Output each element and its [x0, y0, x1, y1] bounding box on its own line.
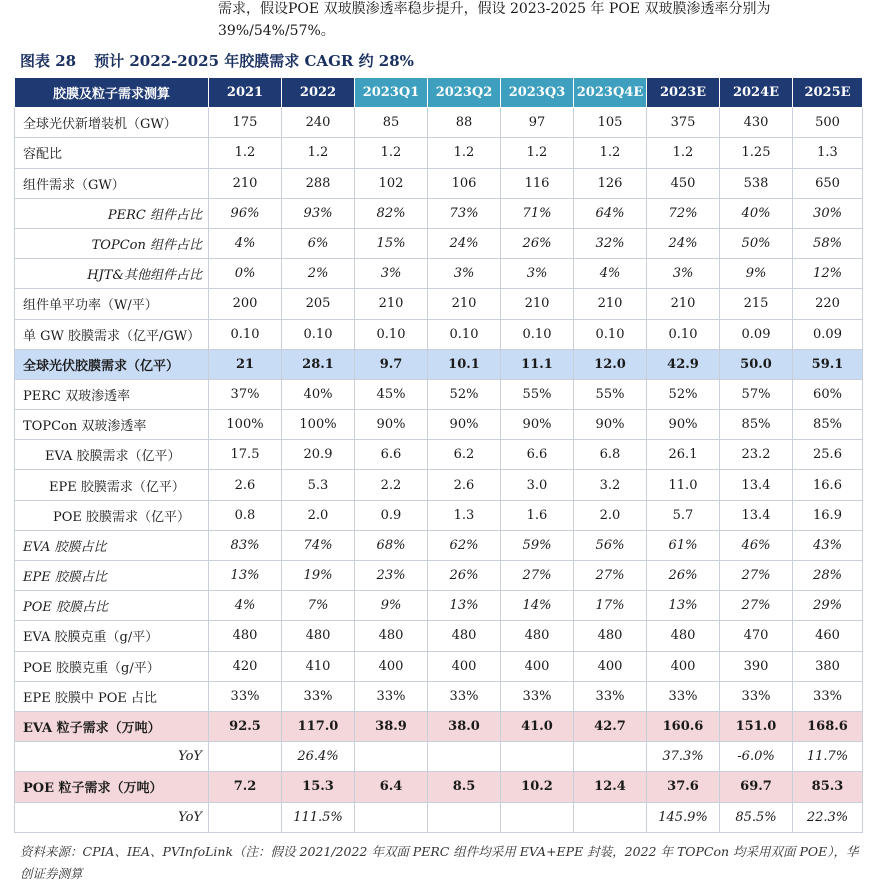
table-row — [15, 681, 863, 711]
value-cell: 215 — [720, 289, 793, 319]
value-cell: 105 — [574, 108, 647, 138]
value-cell: 52% — [428, 379, 501, 409]
row-label: TOPCon 双玻渗透率 — [15, 410, 209, 440]
value-cell: 650 — [793, 168, 863, 198]
value-cell: 500 — [793, 108, 863, 138]
value-cell: 0.10 — [574, 319, 647, 349]
value-cell: 17% — [574, 591, 647, 621]
value-cell: 14% — [501, 591, 574, 621]
value-cell: 83% — [209, 530, 282, 560]
value-cell: 9.7 — [355, 349, 428, 379]
intro-paragraph — [218, 0, 863, 42]
value-cell: 220 — [793, 289, 863, 319]
value-cell: 88 — [428, 108, 501, 138]
value-cell: 82% — [355, 198, 428, 228]
value-cell: 3% — [355, 259, 428, 289]
value-cell: 40% — [720, 198, 793, 228]
value-cell: 8.5 — [428, 772, 501, 802]
value-cell — [501, 742, 574, 772]
value-cell: 33% — [720, 681, 793, 711]
table-row — [15, 259, 863, 289]
row-label: POE 胶膜需求（亿平） — [15, 500, 209, 530]
value-cell: 97 — [501, 108, 574, 138]
table-row — [15, 198, 863, 228]
value-cell: 27% — [720, 591, 793, 621]
value-cell — [209, 742, 282, 772]
value-cell: 2.6 — [428, 470, 501, 500]
table-row — [15, 621, 863, 651]
value-cell: 13% — [209, 561, 282, 591]
table-row — [15, 138, 863, 168]
value-cell: 106 — [428, 168, 501, 198]
value-cell: 2.0 — [574, 500, 647, 530]
value-cell: 46% — [720, 530, 793, 560]
value-cell: 26% — [428, 561, 501, 591]
header-cell: 2023Q3 — [501, 78, 574, 108]
row-label: EVA 胶膜需求（亿平） — [15, 440, 209, 470]
header-cell: 2022 — [282, 78, 355, 108]
value-cell: 4% — [209, 591, 282, 621]
row-label: 组件单平功率（W/平） — [15, 289, 209, 319]
value-cell: 6% — [282, 228, 355, 258]
value-cell: 27% — [720, 561, 793, 591]
value-cell: 40% — [282, 379, 355, 409]
value-cell: 480 — [647, 621, 720, 651]
value-cell: 60% — [793, 379, 863, 409]
value-cell: 33% — [501, 681, 574, 711]
film-demand-table — [14, 77, 863, 833]
value-cell: 0.10 — [209, 319, 282, 349]
value-cell: 6.2 — [428, 440, 501, 470]
value-cell: 59% — [501, 530, 574, 560]
value-cell: 71% — [501, 198, 574, 228]
value-cell: 380 — [793, 651, 863, 681]
value-cell: 16.6 — [793, 470, 863, 500]
value-cell: 400 — [647, 651, 720, 681]
value-cell: 210 — [647, 289, 720, 319]
value-cell: 1.25 — [720, 138, 793, 168]
value-cell: 2.6 — [209, 470, 282, 500]
table-row — [15, 410, 863, 440]
value-cell: 1.2 — [355, 138, 428, 168]
value-cell: 0.10 — [282, 319, 355, 349]
value-cell: 210 — [355, 289, 428, 319]
value-cell: 102 — [355, 168, 428, 198]
value-cell — [501, 802, 574, 832]
value-cell: 27% — [574, 561, 647, 591]
value-cell: 90% — [428, 410, 501, 440]
table-row — [15, 379, 863, 409]
table-row — [15, 228, 863, 258]
header-cell: 2023E — [647, 78, 720, 108]
value-cell: 11.0 — [647, 470, 720, 500]
value-cell: 538 — [720, 168, 793, 198]
row-label: 容配比 — [15, 138, 209, 168]
value-cell: 37.3% — [647, 742, 720, 772]
value-cell: 420 — [209, 651, 282, 681]
value-cell: 111.5% — [282, 802, 355, 832]
row-label: EPE 胶膜中 POE 占比 — [15, 681, 209, 711]
value-cell: 11.1 — [501, 349, 574, 379]
value-cell: 0.9 — [355, 500, 428, 530]
value-cell: 19% — [282, 561, 355, 591]
value-cell: 61% — [647, 530, 720, 560]
value-cell: 1.2 — [282, 138, 355, 168]
value-cell: 1.2 — [209, 138, 282, 168]
row-label: 全球光伏新增装机（GW） — [15, 108, 209, 138]
value-cell: 64% — [574, 198, 647, 228]
value-cell: 7% — [282, 591, 355, 621]
value-cell: 6.6 — [355, 440, 428, 470]
table-row — [15, 440, 863, 470]
value-cell: 12.0 — [574, 349, 647, 379]
value-cell: 69.7 — [720, 772, 793, 802]
value-cell: 6.6 — [501, 440, 574, 470]
value-cell: 1.2 — [647, 138, 720, 168]
value-cell: 3.2 — [574, 470, 647, 500]
value-cell: 430 — [720, 108, 793, 138]
row-label: 组件需求（GW） — [15, 168, 209, 198]
value-cell: 390 — [720, 651, 793, 681]
row-label: POE 粒子需求（万吨） — [15, 772, 209, 802]
header-cell: 2023Q4E — [574, 78, 647, 108]
value-cell: 90% — [647, 410, 720, 440]
value-cell: 3% — [501, 259, 574, 289]
value-cell: 55% — [574, 379, 647, 409]
value-cell: 0% — [209, 259, 282, 289]
value-cell: 0.10 — [501, 319, 574, 349]
value-cell: 90% — [501, 410, 574, 440]
value-cell: 15% — [355, 228, 428, 258]
value-cell: 210 — [209, 168, 282, 198]
header-cell: 2021 — [209, 78, 282, 108]
row-label: 全球光伏胶膜需求（亿平） — [15, 349, 209, 379]
value-cell: 9% — [720, 259, 793, 289]
value-cell: 20.9 — [282, 440, 355, 470]
value-cell: 13.4 — [720, 470, 793, 500]
value-cell: 28.1 — [282, 349, 355, 379]
row-label: POE 胶膜占比 — [15, 591, 209, 621]
value-cell: 72% — [647, 198, 720, 228]
table-row — [15, 530, 863, 560]
value-cell: 6.4 — [355, 772, 428, 802]
value-cell: 117.0 — [282, 711, 355, 741]
row-label: POE 胶膜克重（g/平） — [15, 651, 209, 681]
value-cell: 27% — [501, 561, 574, 591]
value-cell: 5.7 — [647, 500, 720, 530]
figure-title: 预计 2022-2025 年胶膜需求 CAGR 约 28% — [94, 52, 414, 70]
value-cell: 90% — [355, 410, 428, 440]
header-cell: 2025E — [793, 78, 863, 108]
figure-caption — [20, 50, 414, 71]
value-cell: 33% — [574, 681, 647, 711]
value-cell — [428, 742, 501, 772]
value-cell — [355, 742, 428, 772]
value-cell: 11.7% — [793, 742, 863, 772]
value-cell: 12% — [793, 259, 863, 289]
value-cell: 56% — [574, 530, 647, 560]
value-cell: 50% — [720, 228, 793, 258]
value-cell: 37% — [209, 379, 282, 409]
row-label: PERC 组件占比 — [15, 198, 209, 228]
value-cell: 0.09 — [720, 319, 793, 349]
value-cell: 100% — [209, 410, 282, 440]
value-cell: 1.2 — [501, 138, 574, 168]
table-row — [15, 802, 863, 832]
value-cell: 38.0 — [428, 711, 501, 741]
table-row — [15, 651, 863, 681]
value-cell: 13% — [647, 591, 720, 621]
value-cell: 175 — [209, 108, 282, 138]
value-cell: 13% — [428, 591, 501, 621]
value-cell: 57% — [720, 379, 793, 409]
intro-line-1: 需求，假设POE 双玻膜渗透率稳步提升，假设 2023-2025 年 POE 双玻膜渗透率分别为 — [218, 1, 771, 17]
value-cell: 29% — [793, 591, 863, 621]
value-cell: 2.2 — [355, 470, 428, 500]
value-cell: 24% — [647, 228, 720, 258]
value-cell: 7.2 — [209, 772, 282, 802]
value-cell: 0.10 — [428, 319, 501, 349]
value-cell: 59.1 — [793, 349, 863, 379]
value-cell: -6.0% — [720, 742, 793, 772]
value-cell: 480 — [209, 621, 282, 651]
value-cell: 45% — [355, 379, 428, 409]
row-label: EPE 胶膜需求（亿平） — [15, 470, 209, 500]
value-cell: 42.7 — [574, 711, 647, 741]
value-cell: 1.2 — [428, 138, 501, 168]
value-cell: 33% — [793, 681, 863, 711]
row-label: EVA 粒子需求（万吨） — [15, 711, 209, 741]
value-cell: 210 — [428, 289, 501, 319]
row-label: EPE 胶膜占比 — [15, 561, 209, 591]
value-cell: 55% — [501, 379, 574, 409]
value-cell: 85.3 — [793, 772, 863, 802]
value-cell: 400 — [428, 651, 501, 681]
value-cell: 23% — [355, 561, 428, 591]
value-cell: 38.9 — [355, 711, 428, 741]
figure-number: 图表 28 — [20, 52, 77, 70]
value-cell: 480 — [355, 621, 428, 651]
value-cell: 26% — [501, 228, 574, 258]
value-cell: 0.09 — [793, 319, 863, 349]
value-cell: 460 — [793, 621, 863, 651]
value-cell: 1.6 — [501, 500, 574, 530]
value-cell: 28% — [793, 561, 863, 591]
row-label: YoY — [15, 742, 209, 772]
value-cell: 33% — [647, 681, 720, 711]
value-cell: 41.0 — [501, 711, 574, 741]
table-row — [15, 772, 863, 802]
value-cell: 32% — [574, 228, 647, 258]
value-cell — [209, 802, 282, 832]
value-cell: 1.3 — [793, 138, 863, 168]
value-cell: 100% — [282, 410, 355, 440]
table-row — [15, 319, 863, 349]
value-cell: 26% — [647, 561, 720, 591]
value-cell: 450 — [647, 168, 720, 198]
value-cell: 200 — [209, 289, 282, 319]
value-cell: 288 — [282, 168, 355, 198]
value-cell: 210 — [574, 289, 647, 319]
value-cell: 9% — [355, 591, 428, 621]
table-row — [15, 349, 863, 379]
value-cell: 85 — [355, 108, 428, 138]
value-cell: 4% — [574, 259, 647, 289]
value-cell: 480 — [428, 621, 501, 651]
row-label: EVA 胶膜克重（g/平） — [15, 621, 209, 651]
table-row — [15, 711, 863, 741]
value-cell: 0.10 — [647, 319, 720, 349]
row-label: PERC 双玻渗透率 — [15, 379, 209, 409]
value-cell: 3.0 — [501, 470, 574, 500]
value-cell: 1.3 — [428, 500, 501, 530]
value-cell: 68% — [355, 530, 428, 560]
value-cell: 92.5 — [209, 711, 282, 741]
value-cell: 33% — [355, 681, 428, 711]
value-cell: 5.3 — [282, 470, 355, 500]
value-cell: 24% — [428, 228, 501, 258]
value-cell: 0.10 — [355, 319, 428, 349]
value-cell: 58% — [793, 228, 863, 258]
table-row — [15, 108, 863, 138]
value-cell: 33% — [428, 681, 501, 711]
value-cell: 22.3% — [793, 802, 863, 832]
value-cell: 52% — [647, 379, 720, 409]
value-cell — [355, 802, 428, 832]
value-cell: 13.4 — [720, 500, 793, 530]
table-row — [15, 561, 863, 591]
value-cell: 43% — [793, 530, 863, 560]
value-cell: 26.1 — [647, 440, 720, 470]
value-cell: 16.9 — [793, 500, 863, 530]
value-cell: 480 — [501, 621, 574, 651]
value-cell: 85.5% — [720, 802, 793, 832]
value-cell: 42.9 — [647, 349, 720, 379]
value-cell: 3% — [647, 259, 720, 289]
value-cell: 23.2 — [720, 440, 793, 470]
row-label: 单 GW 胶膜需求（亿平/GW） — [15, 319, 209, 349]
value-cell — [574, 742, 647, 772]
value-cell: 375 — [647, 108, 720, 138]
value-cell: 25.6 — [793, 440, 863, 470]
value-cell: 145.9% — [647, 802, 720, 832]
value-cell: 33% — [209, 681, 282, 711]
value-cell: 50.0 — [720, 349, 793, 379]
value-cell: 1.2 — [574, 138, 647, 168]
value-cell: 160.6 — [647, 711, 720, 741]
header-cell: 2024E — [720, 78, 793, 108]
value-cell: 168.6 — [793, 711, 863, 741]
value-cell: 126 — [574, 168, 647, 198]
value-cell: 400 — [574, 651, 647, 681]
value-cell — [574, 802, 647, 832]
intro-line-2: 39%/54%/57%。 — [218, 23, 335, 39]
value-cell: 210 — [501, 289, 574, 319]
value-cell: 74% — [282, 530, 355, 560]
row-label: EVA 胶膜占比 — [15, 530, 209, 560]
value-cell: 116 — [501, 168, 574, 198]
value-cell: 2.0 — [282, 500, 355, 530]
value-cell: 17.5 — [209, 440, 282, 470]
source-note: 资料来源：CPIA、IEA、PVInfoLink（注：假设 2021/2022 年双面 PERC 组件均采用 EVA+EPE 封装，2022 年 TOPCon 均采用双面 POE），华创证券测算 — [20, 844, 859, 881]
value-cell: 15.3 — [282, 772, 355, 802]
value-cell: 240 — [282, 108, 355, 138]
table-row — [15, 591, 863, 621]
value-cell: 73% — [428, 198, 501, 228]
value-cell: 85% — [720, 410, 793, 440]
row-label: YoY — [15, 802, 209, 832]
table-header-row — [15, 78, 863, 108]
value-cell: 6.8 — [574, 440, 647, 470]
header-label-cell: 胶膜及粒子需求测算 — [15, 78, 209, 108]
value-cell: 0.8 — [209, 500, 282, 530]
value-cell: 400 — [501, 651, 574, 681]
table-row — [15, 289, 863, 319]
value-cell: 410 — [282, 651, 355, 681]
value-cell: 30% — [793, 198, 863, 228]
value-cell: 93% — [282, 198, 355, 228]
value-cell: 151.0 — [720, 711, 793, 741]
value-cell: 480 — [574, 621, 647, 651]
value-cell: 2% — [282, 259, 355, 289]
value-cell: 3% — [428, 259, 501, 289]
header-cell: 2023Q1 — [355, 78, 428, 108]
header-cell: 2023Q2 — [428, 78, 501, 108]
value-cell: 4% — [209, 228, 282, 258]
value-cell: 33% — [282, 681, 355, 711]
value-cell: 90% — [574, 410, 647, 440]
value-cell — [428, 802, 501, 832]
value-cell: 205 — [282, 289, 355, 319]
value-cell: 400 — [355, 651, 428, 681]
row-label: TOPCon 组件占比 — [15, 228, 209, 258]
row-label: HJT&其他组件占比 — [15, 259, 209, 289]
table-row — [15, 500, 863, 530]
value-cell: 480 — [282, 621, 355, 651]
value-cell: 37.6 — [647, 772, 720, 802]
value-cell: 470 — [720, 621, 793, 651]
value-cell: 21 — [209, 349, 282, 379]
value-cell: 10.1 — [428, 349, 501, 379]
value-cell: 96% — [209, 198, 282, 228]
value-cell: 85% — [793, 410, 863, 440]
value-cell: 12.4 — [574, 772, 647, 802]
table-row — [15, 470, 863, 500]
table-row — [15, 168, 863, 198]
table-row — [15, 742, 863, 772]
value-cell: 26.4% — [282, 742, 355, 772]
value-cell: 62% — [428, 530, 501, 560]
value-cell: 10.2 — [501, 772, 574, 802]
